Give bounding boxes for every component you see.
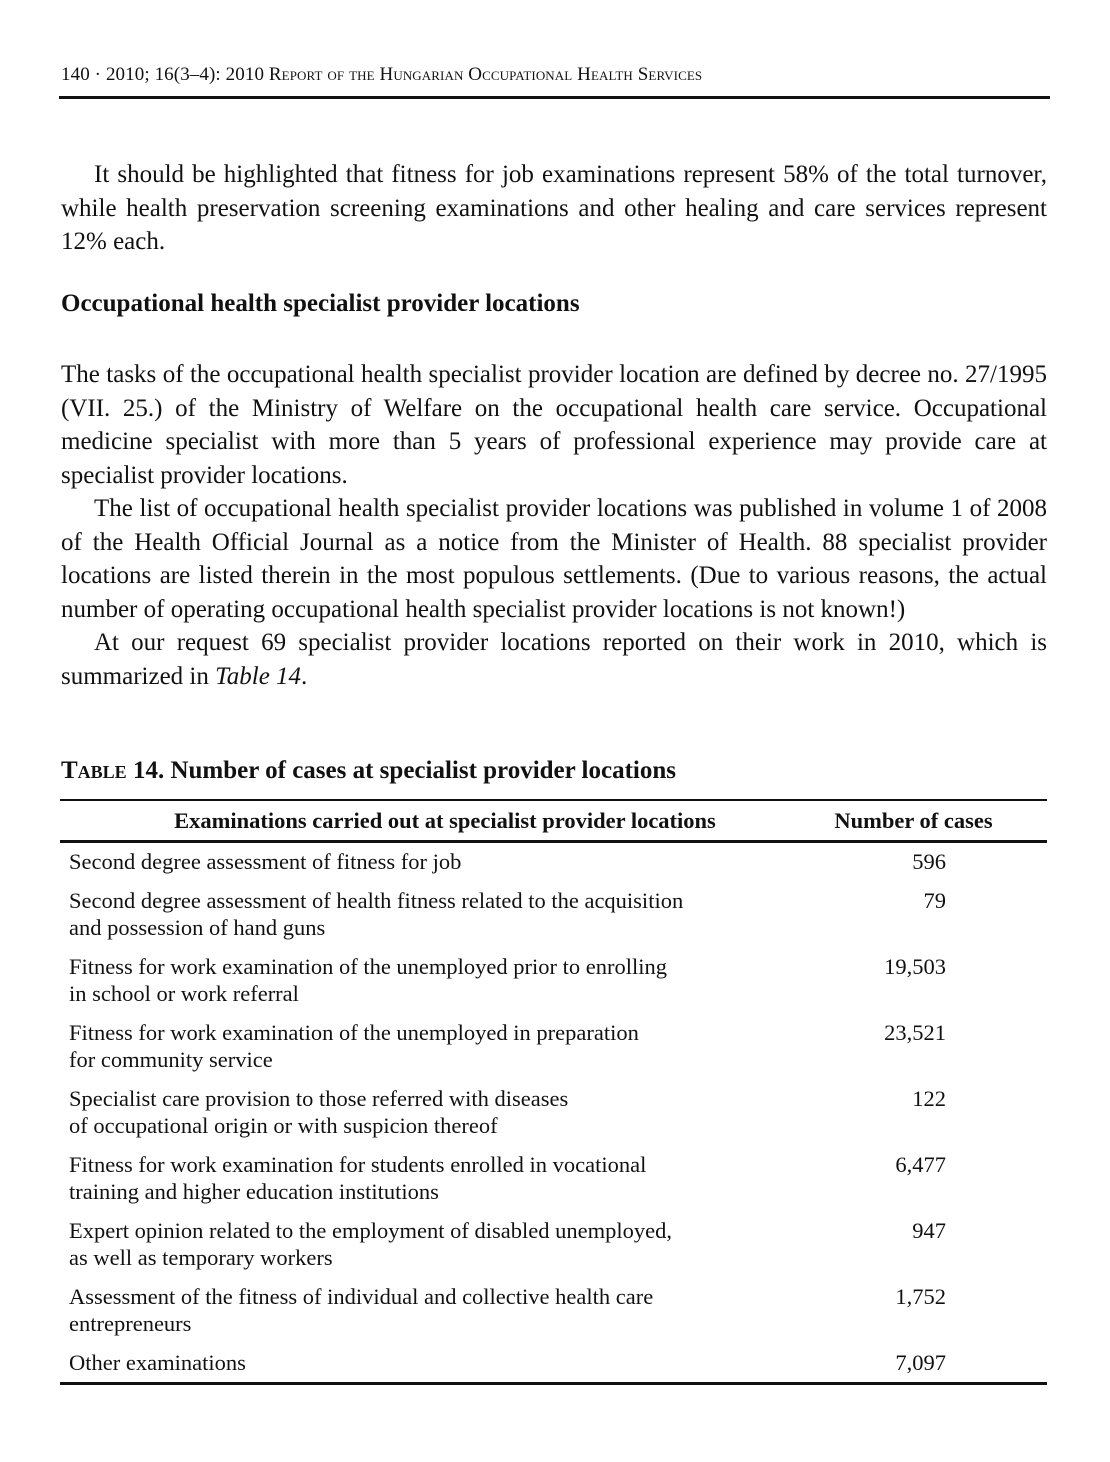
column-header-number-of-cases: Number of cases <box>820 800 1047 842</box>
section-paragraph-2: The list of occupational health specialist provider locations was published in volume 1 of 2008 of the Health Official Journal as a notice from the Minister of Health. 88 specialist provider locations are listed therein in the most populous settlements. (Due to various reasons, the actual number of operating occupational health specialist provider locations is not known!) <box>61 495 1047 623</box>
cell-line: Specialist care provision to those referred with diseases <box>69 1086 569 1111</box>
table-number: 14. <box>126 757 165 784</box>
examination-cell <box>60 1014 820 1080</box>
cell-line: Fitness for work examination of the unemployed in preparation <box>69 1020 639 1045</box>
section-heading: Occupational health specialist provider locations <box>61 290 580 317</box>
cell-line: as well as temporary workers <box>69 1245 333 1270</box>
examination-cell <box>60 948 820 1014</box>
table-row <box>60 1146 1047 1212</box>
table-row <box>60 1014 1047 1080</box>
journal-title: Report of the Hungarian Occupational Health Services <box>268 64 703 85</box>
page-number: 140 <box>61 64 90 85</box>
table-header-row <box>60 800 1047 842</box>
cell-line: Other examinations <box>69 1350 246 1375</box>
cell-line: in school or work referral <box>69 981 299 1006</box>
table-row <box>60 948 1047 1014</box>
cell-line: training and higher education institutions <box>69 1179 439 1204</box>
cases-cell: 122 <box>912 1086 946 1111</box>
table-row <box>60 842 1047 883</box>
cases-cell: 947 <box>912 1218 946 1243</box>
examination-cell <box>60 1212 820 1278</box>
cell-line: entrepreneurs <box>69 1311 192 1336</box>
table-row <box>60 1278 1047 1344</box>
column-header-examinations: Examinations carried out at specialist provider locations <box>60 800 820 842</box>
examination-cell <box>60 1080 820 1146</box>
table-reference: Table 14 <box>215 662 302 690</box>
cell-line: Fitness for work examination for students enrolled in vocational <box>69 1152 647 1177</box>
examination-cell <box>60 842 820 883</box>
cell-line: Assessment of the fitness of individual and collective health care <box>69 1284 654 1309</box>
cases-cell: 79 <box>923 888 946 913</box>
table-title: Number of cases at specialist provider locations <box>164 757 676 784</box>
examination-cell <box>60 882 820 948</box>
table-row <box>60 1080 1047 1146</box>
journal-citation: · 2010; 16(3–4): 2010 <box>89 64 269 85</box>
cell-line: Second degree assessment of health fitness related to the acquisition <box>69 888 684 913</box>
cases-cell: 596 <box>912 849 946 874</box>
paragraph-text: At our request 69 specialist provider locations reported on their work in 2010, which is summarized in <box>61 629 1047 690</box>
cases-table-wrapper <box>60 799 1047 1385</box>
intro-paragraph: It should be highlighted that fitness for job examinations represent 58% of the total turnover, while health preservation screening examinations and other healing and care services represent 12% each. <box>61 161 1047 255</box>
section-body <box>61 358 1047 693</box>
cases-cell: 7,097 <box>820 1344 1047 1384</box>
examination-cell <box>60 1278 820 1344</box>
cases-cell: 23,521 <box>884 1020 946 1045</box>
paragraph-text: . <box>301 662 308 690</box>
cases-cell: 6,477 <box>895 1152 946 1177</box>
cases-table <box>60 799 1047 1385</box>
examination-cell <box>60 1146 820 1212</box>
table-row <box>60 1344 1047 1384</box>
intro-text <box>61 158 1047 259</box>
cell-line: Fitness for work examination of the unemployed prior to enrolling <box>69 954 668 979</box>
running-head <box>61 64 1051 86</box>
cell-line: for community service <box>69 1047 273 1072</box>
cases-cell: 19,503 <box>884 954 946 979</box>
table-row <box>60 1212 1047 1278</box>
table-label: Table <box>61 757 127 784</box>
table-caption <box>61 757 676 785</box>
table-body <box>60 842 1047 1384</box>
cell-line: of occupational origin or with suspicion thereof <box>69 1113 498 1138</box>
cell-line: Second degree assessment of fitness for job <box>69 849 462 874</box>
section-paragraph-3 <box>61 626 1047 693</box>
header-rule <box>59 96 1050 99</box>
section-paragraph-1: The tasks of the occupational health specialist provider location are defined by decree no. 27/1995 (VII. 25.) of the Ministry of Welfare on the occupational health care service. Occupational medicine specialist with more than 5 years of professional experience may provide care at specialist provider locations. <box>61 361 1047 489</box>
examination-cell <box>60 1344 820 1384</box>
cell-line: Expert opinion related to the employment of disabled unemployed, <box>69 1218 672 1243</box>
cases-cell: 1,752 <box>895 1284 946 1309</box>
table-row <box>60 882 1047 948</box>
cell-line: and possession of hand guns <box>69 915 326 940</box>
